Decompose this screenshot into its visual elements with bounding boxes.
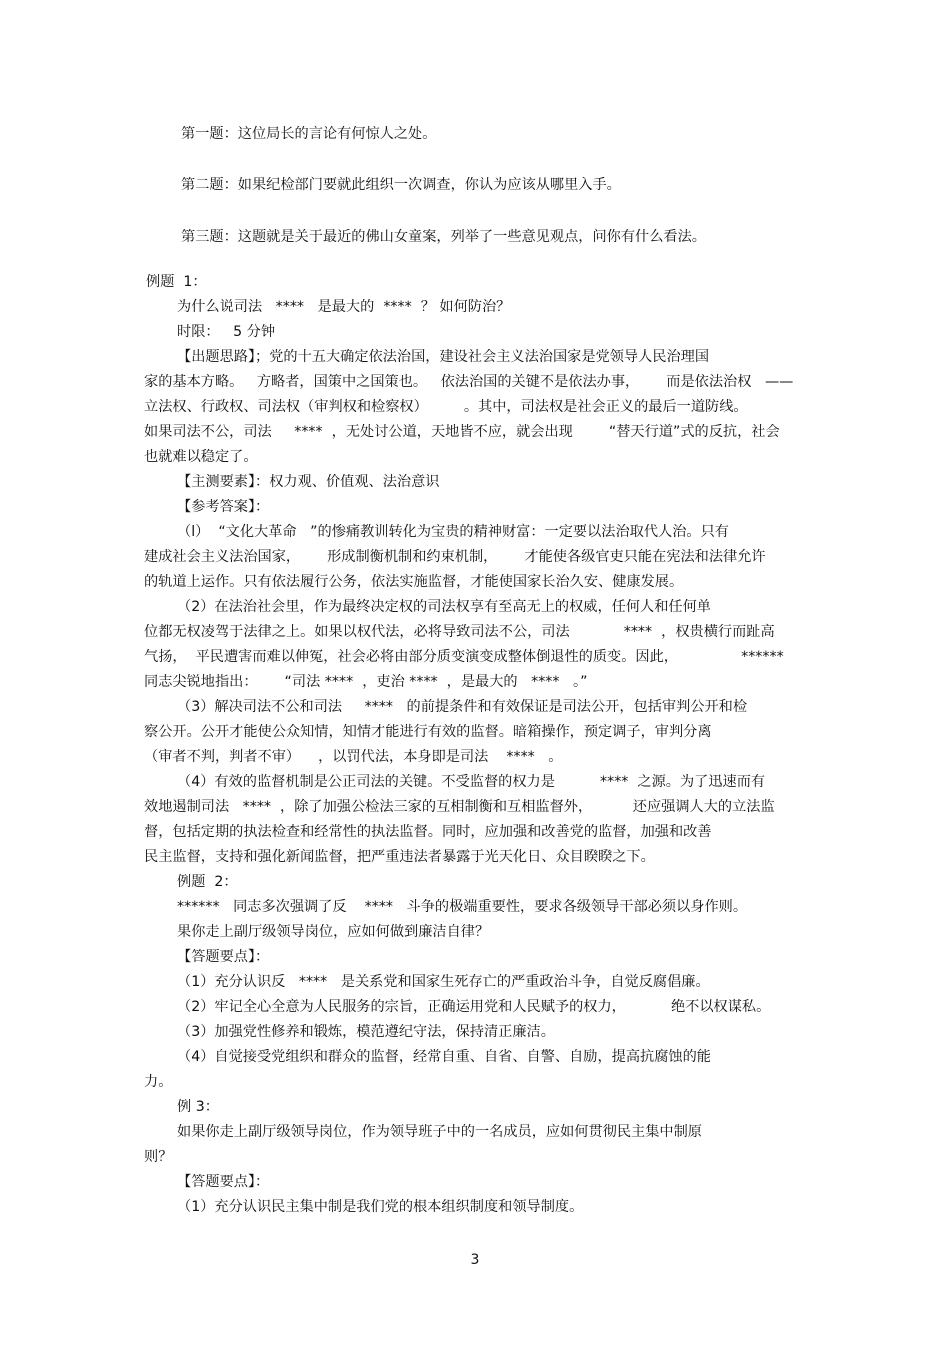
text-line: 果你走上副厅级领导岗位，应如何做到廉洁自律？ <box>177 924 490 940</box>
text-line: 力。 <box>144 1074 173 1090</box>
text-line: ****** 同志多次强调了反 **** 斗争的极端重要性，要求各级领导干部必须以身作则。 <box>177 899 748 915</box>
text-line: 【答题要点】： <box>177 1174 270 1190</box>
text-line: 则？ <box>144 1149 173 1165</box>
text-line: 也就难以稳定了。 <box>144 449 258 465</box>
text-line: 如果司法不公，司法 **** ，无处讨公道，天地皆不应，就会出现 “替天行道”式的反抗，社会 <box>144 424 780 440</box>
text-line: （2）牢记全心全意为人民服务的宗旨，正确运用党和人民赋予的权力， 绝不以权谋私。 <box>177 999 771 1015</box>
text-line: 位都无权凌驾于法律之上。如果以权代法，必将导致司法不公，司法 **** ，权贵横行而趾高 <box>144 624 775 640</box>
text-line: 督，包括定期的执法检查和经常性的执法监督。同时，应加强和改善党的监督，加强和改善 <box>144 824 712 840</box>
text-line: （2）在法治社会里，作为最终决定权的司法权享有至高无上的权威，任何人和任何单 <box>177 599 711 615</box>
text-line: 例 3： <box>177 1099 219 1115</box>
text-line: 【答题要点】： <box>177 949 270 965</box>
text-line: 【主测要素】：权力观、价值观、法治意识 <box>177 474 440 490</box>
text-line: 例题 1： <box>146 274 207 290</box>
text-line: 气扬， 平民遭害而难以伸冤，社会必将由部分质变演变成整体倒退性的质变。因此， ****** <box>144 649 784 665</box>
text-line: 第三题：这题就是关于最近的佛山女童案，列举了一些意见观点，问你有什么看法。 <box>181 229 706 245</box>
text-line: （3）解决司法不公和司法 **** 的前提条件和有效保证是司法公开，包括审判公开和检 <box>177 699 748 715</box>
text-line: （1）充分认识民主集中制是我们党的根本组织制度和领导制度。 <box>177 1199 584 1215</box>
text-line: 立法权、行政权、司法权（审判权和检察权） 。其中，司法权是社会正义的最后一道防线。 <box>144 399 748 415</box>
text-line: （1）充分认识反 **** 是关系党和国家生死存亡的严重政治斗争，自觉反腐倡廉。 <box>177 974 710 990</box>
text-line: 时限： 5 分钟 <box>177 324 276 340</box>
text-line: 察公开。公开才能使公众知情，知情才能进行有效的监督。暗箱操作，预定调子，审判分离 <box>144 724 712 740</box>
text-line: （l） “文化大革命 ”的惨痛教训转化为宝贵的精神财富：一定要以法治取代人治。只有 <box>177 524 729 540</box>
text-line: 【出题思路】；党的十五大确定依法治国，建设社会主义法治国家是党领导人民治理国 <box>177 349 710 365</box>
text-line: 如果你走上副厅级领导岗位，作为领导班子中的一名成员，应如何贯彻民主集中制原 <box>177 1124 702 1140</box>
text-line: （3）加强党性修养和锻炼，模范遵纪守法，保持清正廉洁。 <box>177 1024 555 1040</box>
text-line: （审者不判，判者不审） ，以罚代法，本身即是司法 **** 。 <box>144 749 563 765</box>
text-line: 第二题：如果纪检部门要就此组织一次调查，你认为应该从哪里入手。 <box>181 177 621 193</box>
text-line: 效地遏制司法 **** ，除了加强公检法三家的互相制衡和互相监督外， 还应强调人大的立法监 <box>144 799 775 815</box>
text-line: 的轨道上运作。只有依法履行公务，依法实施监督，才能使国家长治久安、健康发展。 <box>144 574 684 590</box>
page-number: 3 <box>470 1252 480 1268</box>
text-line: 第一题：这位局长的言论有何惊人之处。 <box>181 126 437 142</box>
text-line: （4）自觉接受党组织和群众的监督，经常自重、自省、自警、自励，提高抗腐蚀的能 <box>177 1049 711 1065</box>
text-line: 家的基本方略。 方略者，国策中之国策也。 依法治国的关键不是依法办事， 而是依法治权 —— <box>144 374 794 390</box>
text-line: 同志尖锐地指出： “司法 **** ，吏治 **** ，是最大的 **** 。” <box>144 674 588 690</box>
text-line: 例题 2： <box>177 874 238 890</box>
text-line: 建成社会主义法治国家， 形成制衡机制和约束机制， 才能使各级官吏只能在宪法和法律允许 <box>144 549 766 565</box>
text-line: 【参考答案】： <box>177 499 270 515</box>
text-line: 民主监督，支持和强化新闻监督，把严重违法者暴露于光天化日、众目睽睽之下。 <box>144 849 655 865</box>
text-line: （4）有效的监督机制是公正司法的关键。不受监督的权力是 **** 之源。为了迅速而有 <box>177 774 766 790</box>
text-line: 为什么说司法 **** 是最大的 **** ？ 如何防治？ <box>177 299 511 315</box>
